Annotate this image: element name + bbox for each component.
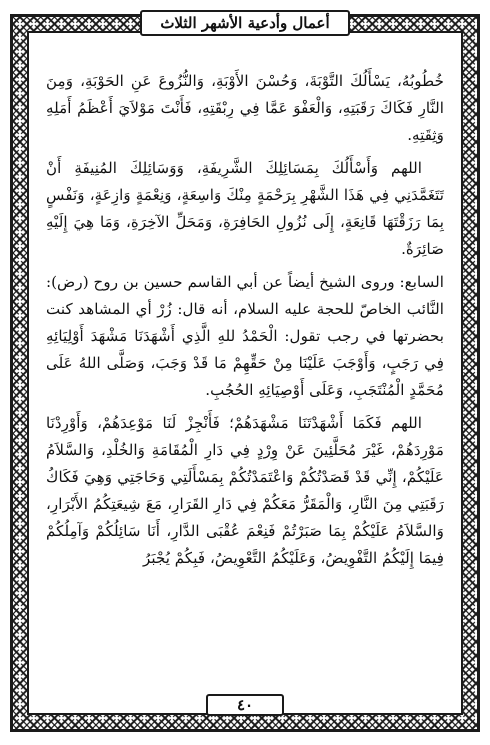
paragraph-4: اللهم فَكَمَا أَشْهَدْتَنَا مَشْهَدَهُمْ؛ فَأَنْجِزْ لَنَا مَوْعِدَهُمْ، وَأَوْرِدْنَا مَوْرِدَهُمْ، غَيْرَ مُحَلَّئِينَ عَنْ وِرْدٍ فِي دَارِ الْمُقَامَةِ وَالخُلْدِ، وَالسَّلاَمُ عَلَيْكُمْ، إِنِّي قَدْ قَصَدْتُكُمْ وَاعْتَمَدْتُكُمْ بِمَسْأَلَتِي وَحَاجَتِي وَهِيَ فَكَاكُ رَقَبَتِي مِنَ النَّارِ، وَالْمَقَرُّ مَعَكُمْ فِي دَارِ القَرَارِ، مَعَ شِيعَتِكُمُ الأَبْرَارِ، وَالسَّلاَمُ عَلَيْكُمْ بِمَا صَبَرْتُمْ فَنِعْمَ عُقْبَى الدَّارِ، أَنَا سَائِلُكُمْ وَآمِلُكُمْ فِيمَا إِلَيْكُمُ التَّفْوِيضُ، وَعَلَيْكُمُ التَّعْوِيضُ، فَبِكُمْ يُجْبَرُ [46, 414, 444, 567]
page-body-text [46, 68, 444, 660]
page-number: ٤٠ [236, 696, 254, 714]
page-number-box [206, 694, 284, 716]
paragraph-2: اللهم وَأَسْأَلُكَ بِمَسَائِلِكَ الشَّرِيفَةِ، وَوَسَائِلِكَ المُنِيفَةِ أَنْ تَتَغَمَّدَنِي فِي هَذَا الشَّهْرِ بِرَحْمَةٍ مِنْكَ وَاسِعَةٍ، وَنِعْمَةٍ وَازِعَةٍ، وَنَفْسٍ بِمَا رَزَقْتَهَا قَانِعَةٍ، إِلَى نُزُولِ الحَافِرَةِ، وَمَحَلِّ الآخِرَةِ، وَمَا هِيَ إِلَيْهِ صَائِرَةٌ. [46, 159, 444, 258]
running-header [140, 10, 350, 36]
paragraph-3: السابع: وروى الشيخ أيضاً عن أبي القاسم حسين بن روح (رض): النَّائب الخاصّ للحجة عليه السلام، أنه قال: زُرْ أي المشاهد كنت بحضرتها في رجب تقول: الْحَمْدُ للهِ الَّذِي أَشْهَدَنَا مَشْهَدَ أَوْلِيَائِهِ فِي رَجَبٍ، وَأَوْجَبَ عَلَيْنَا مِنْ حَقِّهِمْ مَا قَدْ وَجَبَ، وَصَلَّى اللهُ عَلَى مُحَمَّدٍ الْمُنْتَجَبِ، وَعَلَى أَوْصِيَائِهِ الحُجُبِ. [46, 273, 444, 399]
paragraph-1: خُطُوبُهُ، يَسْأَلُكَ التَّوْبَةَ، وَحُسْنَ الأَوْبَةِ، وَالنُّزُوعَ عَنِ الحَوْبَةِ، وَمِنَ النَّارِ فَكَاكَ رَقَبَتِهِ، وَالْعَفْوَ عَمَّا فِي رِبْقَتِهِ، فَأَنْتَ مَوْلاَيَ أَعْظَمُ أَمَلِهِ وَثِقَتِهِ. [46, 72, 444, 144]
header-title: أعمال وأدعية الأشهر الثلاث [160, 14, 330, 32]
